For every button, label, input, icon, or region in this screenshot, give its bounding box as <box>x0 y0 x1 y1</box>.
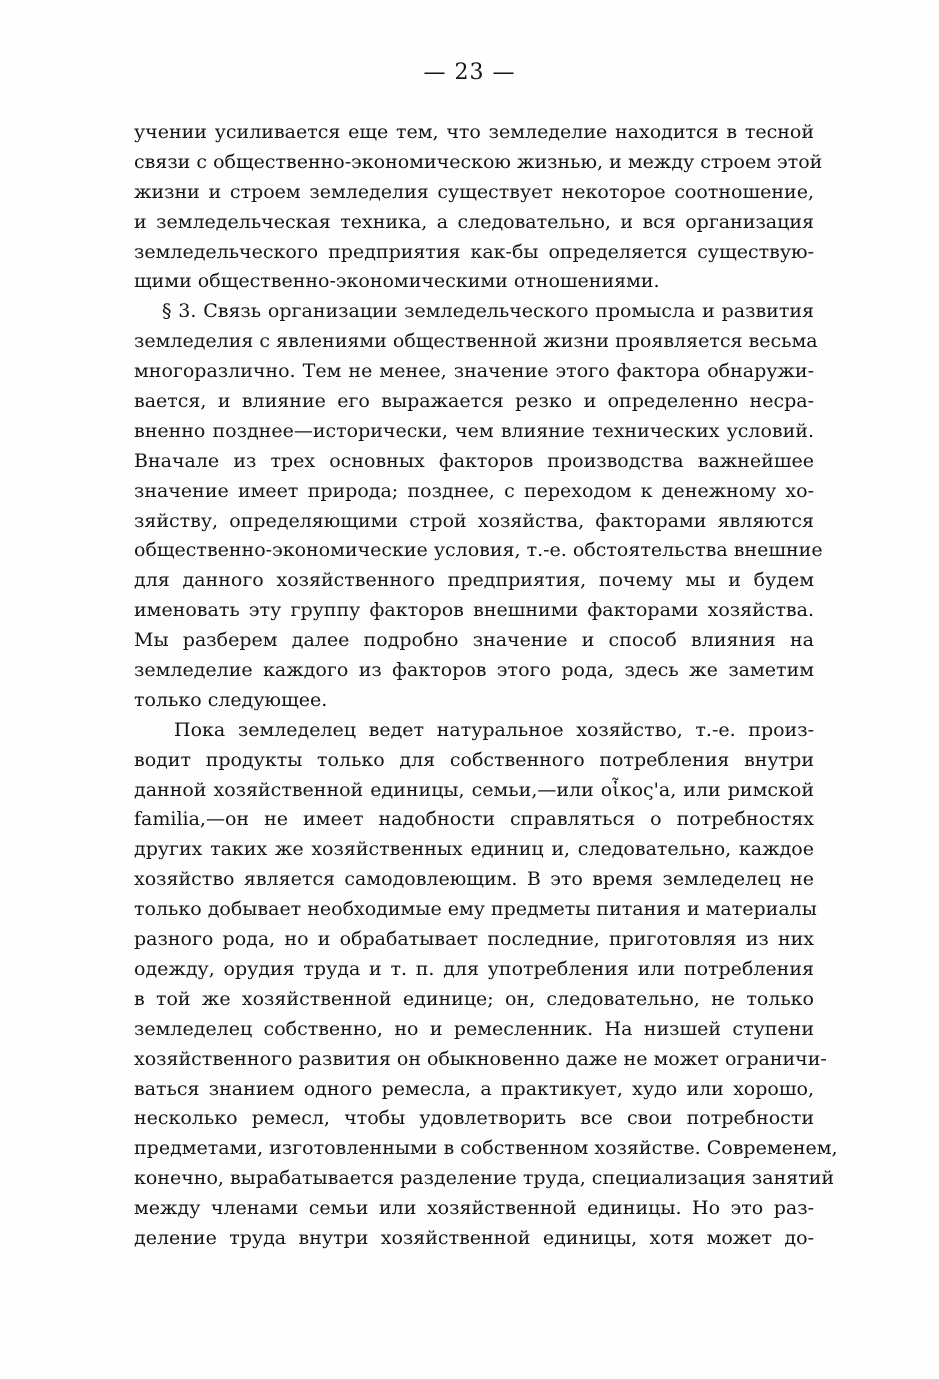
text-line: связи с общественно-экономическою жизнью, и между строем этой <box>134 150 823 173</box>
paragraph-start-line: Пока земледелец ведет натуральное хозяйство, т.-е. произ- <box>174 718 814 741</box>
text-line: ваться знанием одного ремесла, а практикует, худо или хорошо, <box>134 1077 814 1100</box>
text-line: земледелия с явлениями общественной жизни проявляется весьма <box>134 330 818 353</box>
text-line: данной хозяйственной единицы, семьи,—или οἶκος'а, или римской <box>134 778 814 801</box>
text-line: земледелие каждого из факторов этого рода, здесь же заметим <box>134 659 814 682</box>
body-text <box>134 118 838 1254</box>
text-line: именовать эту группу факторов внешними факторами хозяйства. <box>134 599 814 622</box>
text-line: Вначале из трех основных факторов производства важнейшее <box>134 449 814 472</box>
text-line: хозяйство является самодовлеющим. В это время земледелец не <box>134 868 814 891</box>
text-line: familia,—он не имеет надобности справляться о потребностях <box>134 808 814 831</box>
page-number: — 23 — <box>423 60 516 85</box>
text-line: значение имеет природа; позднее, с переходом к денежному хо- <box>134 479 814 502</box>
text-line: разного рода, но и обрабатывает последние, приготовляя из них <box>134 928 814 951</box>
text-line: деление труда внутри хозяйственной единицы, хотя может до- <box>134 1226 814 1249</box>
text-line: жизни и строем земледелия существует некоторое соотношение, <box>134 180 814 203</box>
text-line: только добывает необходимые ему предметы питания и материалы <box>134 898 817 921</box>
text-line: вненно позднее—исторически, чем влияние технических условий. <box>134 419 814 442</box>
text-line: водит продукты только для собственного потребления внутри <box>134 748 814 771</box>
text-line: только следующее. <box>134 688 328 711</box>
text-line: предметами, изготовленными в собственном хозяйстве. Современем, <box>134 1137 838 1160</box>
text-line: одежду, орудия труда и т. п. для употребления или потребления <box>134 957 814 980</box>
text-line: зяйству, определяющими строй хозяйства, факторами являются <box>134 509 814 532</box>
text-line: Мы разберем далее подробно значение и способ влияния на <box>134 629 814 652</box>
text-line: многоразлично. Тем не менее, значение этого фактора обнаружи- <box>134 360 814 383</box>
text-line: вается, и влияние его выражается резко и определенно несра- <box>134 390 814 413</box>
text-line: земледелец собственно, но и ремесленник. На низшей ступени <box>134 1017 814 1040</box>
section-heading-line: § 3. Связь организации земледельческого промысла и развития <box>162 300 814 323</box>
text-line: учении усиливается еще тем, что земледелие находится в тесной <box>134 121 814 143</box>
text-line: общественно-экономические условия, т.-е. обстоятельства внешние <box>134 539 823 562</box>
text-line: несколько ремесл, чтобы удовлетворить все свои потребности <box>134 1107 814 1130</box>
text-line: хозяйственного развития он обыкновенно даже не может ограничи- <box>134 1047 827 1070</box>
text-line: конечно, вырабатывается разделение труда, специализация занятий <box>134 1167 835 1190</box>
text-line: других таких же хозяйственных единиц и, следовательно, каждое <box>134 838 814 861</box>
text-line: земледельческого предприятия как-бы определяется существую- <box>134 240 814 263</box>
text-line: и земледельческая техника, а следовательно, и вся организация <box>134 210 814 233</box>
text-line: щими общественно-экономическими отношениями. <box>134 270 660 293</box>
text-line: в той же хозяйственной единице; он, следовательно, не только <box>134 987 814 1010</box>
text-line: для данного хозяйственного предприятия, почему мы и будем <box>134 569 814 592</box>
text-line: между членами семьи или хозяйственной единицы. Но это раз- <box>134 1197 814 1220</box>
